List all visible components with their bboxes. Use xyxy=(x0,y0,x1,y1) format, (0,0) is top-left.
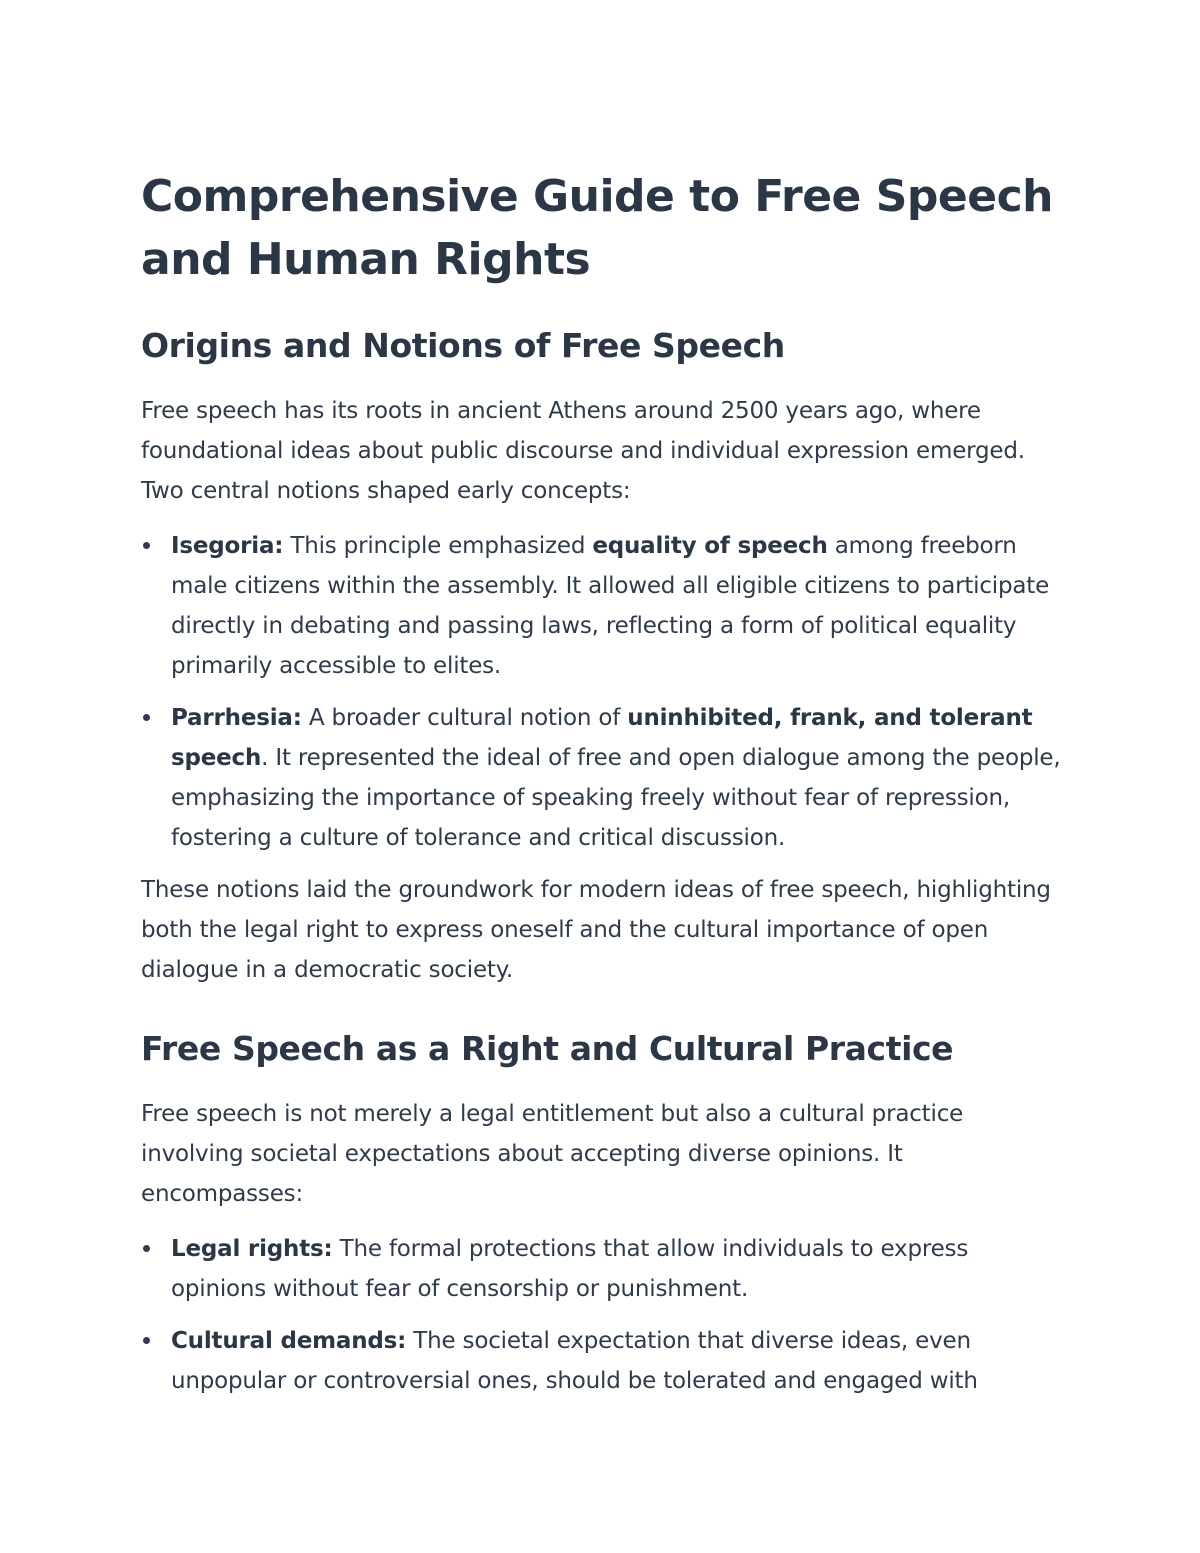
document-title: Comprehensive Guide to Free Speech and Human Rights xyxy=(141,171,1053,285)
list-item-text: This principle emphasized xyxy=(283,533,593,559)
section-heading-origins: Origins and Notions of Free Speech xyxy=(141,326,785,365)
list-item-text: The formal protections that allow individuals to express opinions without fear of censorship or punishment. xyxy=(171,1236,969,1302)
list-item-text: A broader cultural notion of xyxy=(301,705,628,731)
list-item-term: Parrhesia: xyxy=(171,705,302,731)
section-heading-right-and-practice: Free Speech as a Right and Cultural Practice xyxy=(141,1029,954,1068)
list-item-term: Legal rights: xyxy=(171,1236,333,1262)
encompasses-list xyxy=(141,1229,1066,1401)
document-page xyxy=(141,165,1066,1401)
notions-list xyxy=(141,526,1066,858)
section-intro-origins: Free speech has its roots in ancient Athens around 2500 years ago, where foundational ideas about public discourse and individual expression emerged. Two central notions shaped early concepts: xyxy=(141,398,1025,504)
list-item-isegoria xyxy=(141,526,1066,686)
list-item-text: . It represented the ideal of free and open dialogue among the people, emphasizing the importance of speaking freely without fear of repression, fostering a culture of tolerance and critical discussion. xyxy=(171,745,1061,851)
section-closing-origins: These notions laid the groundwork for modern ideas of free speech, highlighting both the legal right to express oneself and the cultural importance of open dialogue in a democratic society. xyxy=(141,877,1051,983)
list-item-text: The societal expectation that diverse ideas, even unpopular or controversial ones, should be tolerated and engaged with xyxy=(171,1328,978,1394)
section-intro-right-and-practice: Free speech is not merely a legal entitlement but also a cultural practice involving societal expectations about accepting diverse opinions. It encompasses: xyxy=(141,1101,964,1207)
list-item-term: Cultural demands: xyxy=(171,1328,407,1354)
list-item-parrhesia xyxy=(141,698,1066,858)
list-item-cultural-demands xyxy=(141,1321,1066,1401)
list-item-term: Isegoria: xyxy=(171,533,284,559)
list-item-emphasis: equality of speech xyxy=(592,533,828,559)
list-item-text: among freeborn male citizens within the assembly. It allowed all eligible citizens to participate directly in debating and passing laws, reflecting a form of political equality primarily accessible to elites. xyxy=(171,533,1050,679)
list-item-legal-rights xyxy=(141,1229,1066,1309)
list-item-emphasis: uninhibited, frank, and tolerant speech xyxy=(171,705,1033,771)
